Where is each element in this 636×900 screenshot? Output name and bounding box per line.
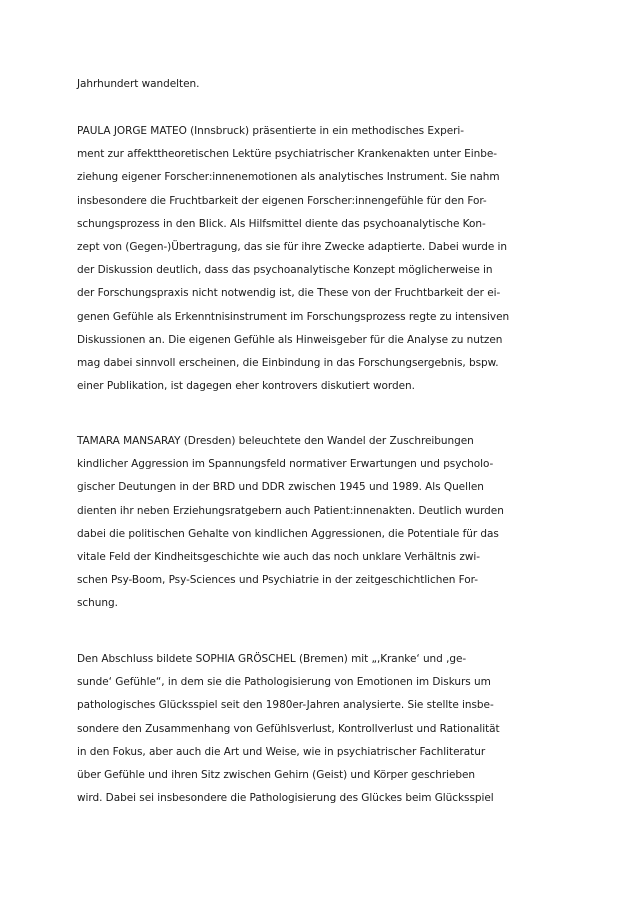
text-line: der Diskussion deutlich, dass das psychoanalytische Konzept möglicherweise in: [77, 264, 493, 277]
text-line: der Forschungspraxis nicht notwendig ist, die These von der Fruchtbarkeit der ei-: [77, 287, 501, 300]
text-line: sunde‘ Gefühle“, in dem sie die Pathologisierung von Emotionen im Diskurs um: [77, 676, 491, 689]
text-line: PAULA JORGE MATEO (Innsbruck) präsentierte in ein methodisches Experi-: [77, 125, 465, 137]
text-line: ment zur affekttheoretischen Lektüre psychiatrischer Krankenakten unter Einbe-: [77, 148, 498, 161]
text-line: einer Publikation, ist dagegen eher kontrovers diskutiert worden.: [77, 380, 415, 393]
text-line: vitale Feld der Kindheitsgeschichte wie auch das noch unklare Verhältnis zwi-: [77, 550, 481, 563]
paragraph-tamara-mansaray: [77, 430, 504, 616]
text-line: sondere den Zusammenhang von Gefühlsverlust, Kontrollverlust und Rationalität: [77, 722, 500, 735]
text-line: zept von (Gegen-)Übertragung, das sie für ihre Zwecke adaptierte. Dabei wurde in: [77, 240, 508, 253]
text-line: schen Psy-Boom, Psy-Sciences und Psychiatrie in der zeitgeschichtlichen For-: [77, 574, 479, 587]
text-line: mag dabei sinnvoll erscheinen, die Einbindung in das Forschungsergebnis, bspw.: [77, 356, 499, 369]
text-line: gischer Deutungen in der BRD und DDR zwischen 1945 und 1989. Als Quellen: [77, 481, 484, 494]
text-line: schungsprozess in den Blick. Als Hilfsmittel diente das psychoanalytische Kon-: [77, 217, 486, 230]
text-line: Den Abschluss bildete SOPHIA GRÖSCHEL (Bremen) mit „‚Kranke‘ und ‚ge-: [77, 653, 467, 665]
text-line: dienten ihr neben Erziehungsratgebern auch Patient:innenakten. Deutlich wurden: [77, 504, 504, 517]
text-line: insbesondere die Fruchtbarkeit der eigenen Forscher:innengefühle für den For-: [77, 194, 487, 207]
text-line: genen Gefühle als Erkenntnisinstrument im Forschungsprozess regte zu intensiven: [77, 310, 510, 323]
text-line: TAMARA MANSARAY (Dresden) beleuchtete den Wandel der Zuschreibungen: [77, 435, 474, 447]
paragraph-sophia-groeschel: [77, 648, 500, 810]
text-line: ziehung eigener Forscher:innenemotionen als analytisches Instrument. Sie nahm: [77, 171, 500, 184]
paragraph-paula-jorge-mateo: [77, 120, 510, 398]
text-line: in den Fokus, aber auch die Art und Weise, wie in psychiatrischer Fachliteratur: [77, 745, 486, 758]
paragraph-intro-fragment: [77, 73, 477, 96]
text-line: kindlicher Aggression im Spannungsfeld normativer Erwartungen und psycholo-: [77, 458, 494, 471]
text-line: pathologisches Glücksspiel seit den 1980er-Jahren analysierte. Sie stellte insbe-: [77, 699, 494, 712]
text-line: über Gefühle und ihren Sitz zwischen Gehirn (Geist) und Körper geschrieben: [77, 768, 476, 781]
text-line: wird. Dabei sei insbesondere die Pathologisierung des Glückes beim Glücksspiel: [77, 792, 494, 805]
text-line: Diskussionen an. Die eigenen Gefühle als Hinweisgeber für die Analyse zu nutzen: [77, 333, 503, 346]
text-line: Jahrhundert wandelten.: [77, 78, 200, 90]
text-line: dabei die politischen Gehalte von kindlichen Aggressionen, die Potentiale für das: [77, 527, 499, 540]
text-line: schung.: [77, 597, 118, 610]
